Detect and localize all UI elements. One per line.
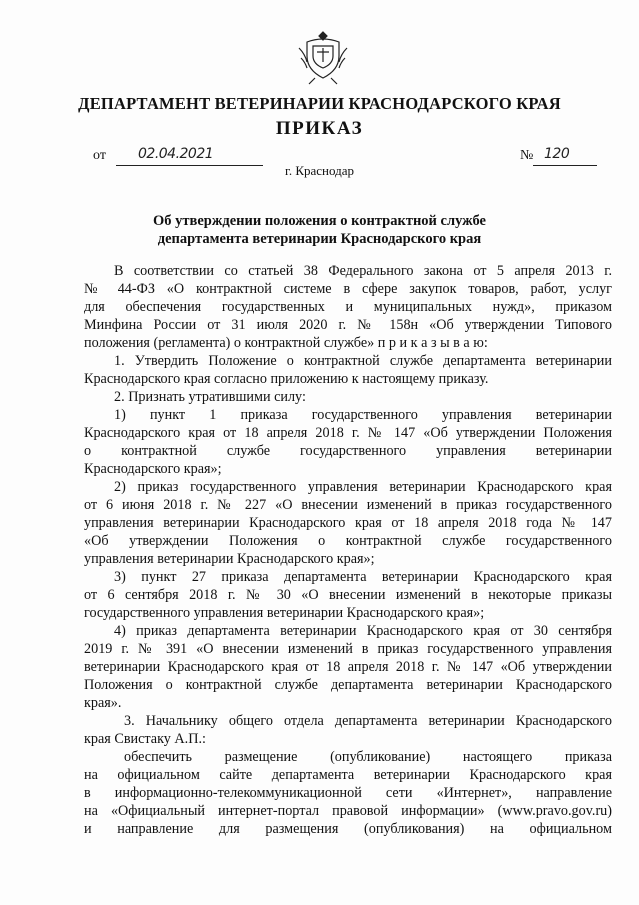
body-line: Краснодарского края от 18 апреля 2018 г. № 147 «Об утверждении Положения (84, 425, 612, 441)
document-type: ПРИКАЗ (275, 118, 364, 139)
body-line: на официальном сайте департамента ветеринарии Краснодарского края (84, 767, 612, 783)
body-line: государственного управления ветеринарии Краснодарского края»; (84, 605, 485, 621)
body-line: 3) пункт 27 приказа департамента ветеринарии Краснодарского края (114, 569, 612, 585)
title-line-1: Об утверждении положения о контрактной службе (153, 213, 486, 229)
body-line: для обеспечения государственных и муниципальных нужд», приказом (84, 299, 612, 315)
body-line: 2019 г. № 391 «О внесении изменений в приказ государственного управления (84, 641, 612, 657)
body-line: и направление для размещения (опубликования) на официальном (84, 821, 612, 837)
number-prefix: № (520, 148, 534, 163)
body-line: № 44-ФЗ «О контрактной системе в сфере закупок товаров, работ, услуг (84, 281, 612, 297)
order-date: 02.04.2021 (138, 146, 214, 162)
coat-of-arms-emblem (297, 28, 349, 86)
body-line: 2) приказ государственного управления ветеринарии Краснодарского края (114, 479, 612, 495)
body-line: от 6 июня 2018 г. № 227 «О внесении изменений в приказ государственного (84, 497, 612, 513)
body-line: о контрактной службе государственного управления ветеринарии (84, 443, 612, 459)
body-line: края Свистаку А.П.: (84, 731, 206, 747)
body-line: в информационно-телекоммуникационной сети «Интернет», направление (84, 785, 612, 801)
body-line: от 6 сентября 2018 г. № 30 «О внесении изменений в некоторые приказы (84, 587, 612, 603)
body-line: на «Официальный интернет-портал правовой информации» (www.pravo.gov.ru) (84, 803, 612, 819)
body-line: «Об утверждении Положения о контрактной службе государственного (84, 533, 612, 549)
body-line: ветеринарии Краснодарского края от 18 апреля 2018 г. № 147 «Об утверждении (84, 659, 612, 675)
body-line: 3. Начальнику общего отдела департамента ветеринарии Краснодарского (124, 713, 612, 729)
body-line: Положения о контрактной службе департамента ветеринарии Краснодарского (84, 677, 612, 693)
date-prefix: от (93, 148, 106, 163)
title-line-2: департамента ветеринарии Краснодарского края (157, 231, 482, 247)
body-line: 1) пункт 1 приказа государственного управления ветеринарии (114, 407, 612, 423)
body-line: 4) приказ департамента ветеринарии Краснодарского края от 30 сентября (114, 623, 612, 639)
body-line: Краснодарского края согласно приложению к настоящему приказу. (84, 371, 489, 387)
body-line: Краснодарского края»; (84, 461, 222, 477)
body-line: управления ветеринарии Краснодарского края»; (84, 551, 375, 567)
order-number: 120 (544, 146, 570, 162)
number-underline (533, 165, 597, 166)
city: г. Краснодар (284, 163, 355, 178)
document-title (0, 212, 639, 248)
body-line: Минфина России от 31 июля 2020 г. № 158н «Об утверждении Типового (84, 317, 612, 333)
body-line: 2. Признать утратившими силу: (114, 389, 306, 405)
body-line: положения (регламента) о контрактной службе» п р и к а з ы в а ю: (84, 335, 488, 351)
document-body (84, 262, 612, 838)
body-line: управления ветеринарии Краснодарского края от 18 апреля 2018 года № 147 (84, 515, 612, 531)
body-line: края». (84, 695, 122, 711)
body-line: 1. Утвердить Положение о контрактной службе департамента ветеринарии (114, 353, 612, 369)
body-line: обеспечить размещение (опубликование) настоящего приказа (124, 749, 612, 765)
department-name: ДЕПАРТАМЕНТ ВЕТЕРИНАРИИ КРАСНОДАРСКОГО КРАЯ (78, 94, 561, 113)
body-line: В соответствии со статьей 38 Федерального закона от 5 апреля 2013 г. (114, 263, 612, 279)
